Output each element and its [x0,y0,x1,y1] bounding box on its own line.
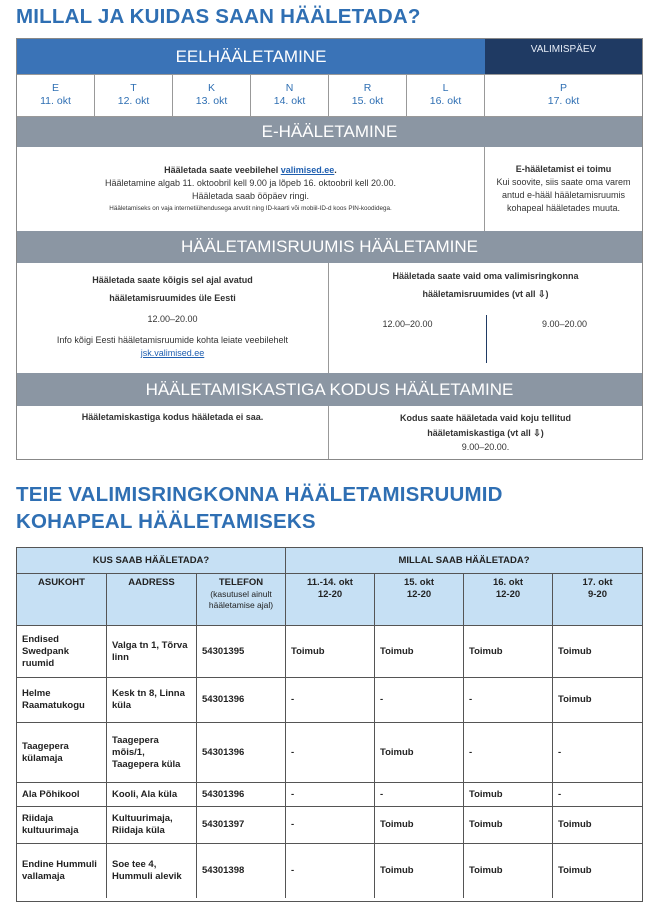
day-letter: R [363,82,372,94]
table-cell-loc: Endised Swedpank ruumid [17,626,107,678]
inroom-right-line1: Hääletada saate vaid oma valimisringkonna [392,271,579,281]
table-cell-d3: Toimub [464,626,553,678]
table-cell-addr: Valga tn 1, Tõrva linn [107,626,197,678]
day-letter: P [559,82,567,94]
evoting-right-title: E-hääletamist ei toimu [515,164,612,174]
day-date: 11. okt [40,95,71,107]
table-cell-phone: 54301395 [197,626,286,678]
table-cell-addr: Kultuurimaja, Riidaja küla [107,807,197,844]
col-day-date: 11.-14. okt [307,577,353,588]
day-wednesday [173,74,251,116]
inroom-right [329,263,642,303]
table-cell-d3: Toimub [464,844,553,898]
day-date: 17. okt [547,95,580,107]
table-cell-phone: 54301396 [197,678,286,723]
col-address-header: AADRESS [107,574,197,626]
table-cell-d3: Toimub [464,783,553,807]
separator [17,116,642,117]
home-left-text: Hääletamiskastiga kodus hääletada ei saa. [81,412,264,422]
home-right-line2: hääletamiskastiga (vt all ⇩) [427,428,544,438]
day-monday [17,74,95,116]
table-cell-d2: - [375,783,464,807]
table-cell-d4: Toimub [553,678,642,723]
day-letter: T [130,82,137,94]
table-cell-loc: Ala Põhikool [17,783,107,807]
home-right-time: 9.00–20.00. [461,442,510,452]
col-day2-header [375,574,464,626]
day-date: 12. okt [117,95,150,107]
table-cell-addr: Kesk tn 8, Linna küla [107,678,197,723]
table-cell-d4: - [553,723,642,783]
table-cell-d4: Toimub [553,807,642,844]
table-cell-d1: - [286,807,375,844]
table-cell-phone: 54301398 [197,844,286,898]
table-cell-phone: 54301396 [197,723,286,783]
early-voting-header: EELHÄÄLETAMINE [17,39,485,74]
election-day-header: VALIMISPÄEV [485,39,642,74]
col-day-time: 9-20 [587,589,607,600]
section2-title-line2: KOHAPEAL HÄÄLETAMISEKS [16,510,316,533]
inroom-left-line2: hääletamisruumides üle Eesti [109,293,236,303]
evoting-line3: Hääletada saab ööpäev ringi. [191,190,310,201]
evoting-line1-suffix: . [334,164,337,175]
evoting-right [485,147,642,231]
table-cell-d1: - [286,783,375,807]
col-day4-header [553,574,642,626]
col-location-header: ASUKOHT [17,574,107,626]
separator [17,74,642,75]
col-day-date: 17. okt [582,577,613,588]
day-friday [329,74,407,116]
valimised-link[interactable]: valimised.ee [280,164,335,175]
col-phone-note: (kasutusel ainult hääletamise ajal) [208,589,274,610]
jsk-link[interactable]: jsk.valimised.ee [140,348,205,358]
col-day-time: 12-20 [495,589,521,600]
day-saturday [407,74,485,116]
day-letter: L [442,82,449,94]
when-header: MILLAL SAAB HÄÄLETADA? [286,548,642,574]
polling-stations-table [16,547,643,902]
section1-title: MILLAL JA KUIDAS SAAN HÄÄLETADA? [16,5,421,28]
voting-schedule-table [16,38,643,460]
table-cell-d1: Toimub [286,626,375,678]
col-day-date: 15. okt [403,577,435,588]
inroom-left [17,263,329,373]
table-cell-loc: Helme Raamatukogu [17,678,107,723]
day-date: 16. okt [429,95,462,107]
table-cell-d2: Toimub [375,723,464,783]
home-left [17,406,329,459]
section2-title-line1: TEIE VALIMISRINGKONNA HÄÄLETAMISRUUMID [16,483,503,506]
table-cell-addr: Soe tee 4, Hummuli alevik [107,844,197,898]
day-tuesday [95,74,173,116]
evoting-right-text: Kui soovite, siis saate oma varem antud e-hääl hääletamisruumis kohapeal hääletades muuta. [496,177,631,213]
table-cell-d2: - [375,678,464,723]
table-cell-d1: - [286,844,375,898]
day-date: 15. okt [351,95,384,107]
day-sunday [485,74,642,116]
home-right-line1: Kodus saate hääletada vaid koju tellitud [399,413,572,423]
evoting-line1 [164,164,337,177]
inroom-right-line2: hääletamisruumides (vt all ⇩) [422,289,549,299]
table-cell-d4: Toimub [553,626,642,678]
day-date: 14. okt [273,95,306,107]
evoting-header: E-HÄÄLETAMINE [17,116,642,147]
evoting-line4: Hääletamiseks on vaja internetiühendusega arvutit ning ID-kaarti või mobiil-ID-d koos PIN-koodidega. [109,204,392,212]
table-cell-loc: Taagepera külamaja [17,723,107,783]
col-day-date: 16. okt [492,577,524,588]
inroom-left-time: 12.00–20.00 [147,314,198,324]
inroom-right-time2: 9.00–20.00 [541,318,588,329]
col-day-time: 12-20 [317,589,343,600]
evoting-line1-prefix: Hääletada saate veebilehel [164,164,281,175]
inroom-right-time1: 12.00–20.00 [382,318,433,329]
home-voting-header: HÄÄLETAMISKASTIGA KODUS HÄÄLETAMINE [17,373,642,406]
col-day3-header [464,574,553,626]
table-cell-d3: - [464,723,553,783]
day-letter: K [207,82,215,94]
table-cell-loc: Endine Hummuli vallamaja [17,844,107,898]
table-cell-d1: - [286,723,375,783]
table-cell-addr: Taagepera mõis/1, Taagepera küla [107,723,197,783]
where-header: KUS SAAB HÄÄLETADA? [17,548,286,574]
day-thursday [251,74,329,116]
col-phone-label: TELEFON [218,577,264,588]
day-letter: E [51,82,59,94]
table-cell-loc: Riidaja kultuurimaja [17,807,107,844]
table-cell-d2: Toimub [375,807,464,844]
table-cell-addr: Kooli, Ala küla [107,783,197,807]
col-day-time: 12-20 [406,589,432,600]
day-letter: N [285,82,294,94]
day-date: 13. okt [195,95,228,107]
table-cell-d3: - [464,678,553,723]
inroom-left-line1: Hääletada saate kõigis sel ajal avatud [92,275,253,285]
inroom-left-info: Info kõigi Eesti hääletamisruumide kohta leiate veebilehelt [56,335,289,345]
col-day1-header [286,574,375,626]
evoting-info [17,147,485,231]
table-cell-phone: 54301397 [197,807,286,844]
table-cell-phone: 54301396 [197,783,286,807]
table-cell-d1: - [286,678,375,723]
evoting-line2: Hääletamine algab 11. oktoobril kell 9.00 ja lõpeb 16. oktoobril kell 20.00. [104,177,397,188]
inroom-header: HÄÄLETAMISRUUMIS HÄÄLETAMINE [17,231,642,263]
table-cell-d4: Toimub [558,865,592,876]
table-cell-d3: Toimub [464,807,553,844]
table-cell-d2: Toimub [375,844,464,898]
col-phone-header [197,574,286,626]
table-cell-d4: - [553,783,642,807]
home-right [329,406,642,459]
table-cell-d2: Toimub [375,626,464,678]
